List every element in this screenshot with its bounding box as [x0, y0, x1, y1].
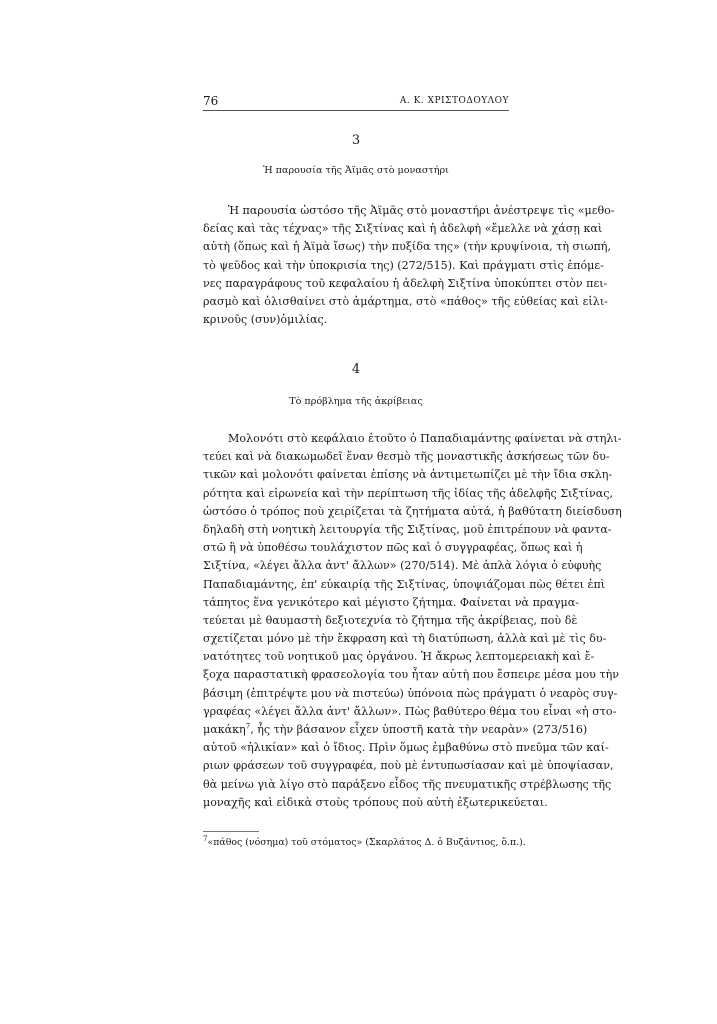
text-line: Μολονότι στὸ κεφάλαιο ἐτοῦτο ὁ Παπαδιαμάντης φαίνεται νὰ στηλι-: [228, 432, 622, 445]
text-line: ριων φράσεων τοῦ συγγραφέα, ποὺ μὲ ἐντυπωσίασαν καὶ μὲ ὑποψίασαν,: [203, 759, 614, 773]
text-line: τεύει καὶ νὰ διακωμωδεῖ ἕναν θεσμὸ τῆς μοναστικῆς ἀσκήσεως τῶν δυ-: [203, 450, 610, 464]
text-line: Σιξτίνα, «λέγει ἄλλα ἀντ' ἄλλων» (270/514). Μὲ ἁπλὰ λόγια ὁ εὐφυὴς: [203, 559, 602, 573]
text-fragment: μακάκη: [203, 723, 246, 736]
text-line: σχετίζεται μόνο μὲ τὴν ἔκφραση καὶ τὴ διατύπωση, ἀλλὰ καὶ μὲ τὶς δυ-: [203, 632, 607, 646]
text-line: Ἡ παρουσία ὡστόσο τῆς Ἀϊμᾶς στὸ μοναστήρι ἀνέστρεψε τὶς «μεθο-: [228, 204, 615, 217]
page-header: [203, 94, 509, 108]
section-4-number: 4: [351, 362, 361, 377]
text-line: αὐτὴ (ὅπως καὶ ἡ Ἀϊμὰ ἴσως) τὴν πυξίδα της» (τὴν κρυψίνοια, τὴ σιωπή,: [203, 240, 611, 254]
text-line: τάπητος ἕνα γενικότερο καὶ μέγιστο ζήτημα. Φαίνεται νὰ πραγμα-: [203, 595, 579, 609]
text-line: ξοχα παραστατικὴ φρασεολογία του ἦταν αὐτὴ που ἔσπειρε μέσα μου τὴν: [203, 668, 619, 682]
text-line: κρινοῦς (συν)ὁμιλίας.: [203, 313, 328, 327]
footnote-text: «πάθος (νόσημα) τοῦ στόματος» (Σκαρλάτος Δ. ὁ Βυζάντιος, ὅ.π.).: [207, 837, 526, 848]
section-3-paragraph: [203, 202, 615, 329]
section-3-number: 3: [351, 133, 361, 148]
text-line: δείας καὶ τὰς τέχνας» τῆς Σιξτίνας καὶ ἡ ἀδελφὴ «ἔμελλε νὰ χάσῃ καὶ: [203, 222, 603, 236]
text-line: βάσιμη (ἐπιτρέψτε μου νὰ πιστεύω) ὑπόνοια πὼς πράγματι ὁ νεαρὸς συγ-: [203, 686, 618, 700]
section-4-paragraph: [203, 430, 622, 812]
text-line: στῶ ἢ νὰ ὑποθέσω τουλάχιστον πῶς καὶ ὁ συγγραφέας, ὅπως καὶ ἡ: [203, 541, 583, 555]
text-fragment: , ἧς τὴν βάσανον εἶχεν ὑποστῆ κατὰ τὴν νεαρὰν» (273/516): [250, 723, 588, 736]
text-line: θὰ μείνω γιὰ λίγο στὸ παράξενο εἶδος τῆς πνευματικῆς στρέβλωσης τῆς: [203, 777, 612, 791]
running-head: Α. Κ. ΧΡΙΣΤΟΔΟΥΛΟΥ: [399, 96, 509, 106]
footnote-marker: 7: [203, 834, 208, 843]
footnote-rule: [203, 831, 259, 832]
page-number: 76: [203, 94, 219, 108]
section-4-title: Τὸ πρόβλημα τῆς ἀκρίβειας: [289, 396, 423, 407]
footnote: [203, 834, 526, 849]
text-line: αὐτοῦ «ἡλικίαν» καὶ ὁ ἴδιος. Πρὶν ὅμως ἐμβαθύνω στὸ πνεῦμα τῶν καί-: [203, 741, 609, 755]
section-3-title: Ἡ παρουσία τῆς Ἀϊμᾶς στὸ μοναστήρι: [263, 165, 449, 176]
text-line: ὡστόσο ὁ τρόπος ποὺ χειρίζεται τὰ ζητήματα αὐτά, ἡ βαθύτατη διείσδυση: [203, 504, 622, 518]
text-line: δηλαδὴ στὴ νοητικὴ λειτουργία τῆς Σιξτίνας, μοῦ ἐπιτρέπουν νὰ φαντα-: [203, 522, 612, 536]
text-line: τεύεται μὲ θαυμαστὴ δεξιοτεχνία τὸ ζήτημα τῆς ἀκρίβειας, ποὺ δὲ: [203, 613, 578, 627]
text-line-with-footnote: [203, 721, 588, 739]
text-line: τὸ ψεῦδος καὶ τὴν ὑποκρισία της) (272/515). Καὶ πράγματι στὶς ἑπόμε-: [203, 258, 604, 272]
text-line: Παπαδιαμάντης, ἐπ' εὐκαιρίᾳ τῆς Σιξτίνας, ὑποψιάζομαι πὼς θέτει ἐπὶ: [203, 577, 606, 591]
text-line: ρότητα καὶ εἰρωνεία καὶ τὴν περίπτωση τῆς ἰδίας τῆς ἀδελφῆς Σιξτίνας,: [203, 486, 613, 500]
text-line: νες παραγράφους τοῦ κεφαλαίου ἡ ἀδελφὴ Σιξτίνα ὑποκύπτει στὸν πει-: [203, 276, 608, 290]
text-line: ρασμὸ καὶ ὀλισθαίνει στὸ ἁμάρτημα, στὸ «πάθος» τῆς εὐθείας καὶ εἰλι-: [203, 294, 608, 308]
footnote-reference[interactable]: 7: [245, 722, 251, 731]
header-rule: [203, 110, 509, 111]
text-line: μοναχῆς καὶ εἰδικὰ στοὺς τρόπους ποὺ αὐτὴ ἐξωτερικεύεται.: [203, 795, 548, 809]
text-line: τικῶν καὶ μολονότι φαίνεται ἐπίσης νὰ ἀντιμετωπίζει μὲ τὴν ἴδια σκλη-: [203, 468, 613, 482]
text-line: γραφέας «λέγει ἄλλα ἀντ' ἄλλων». Πὼς βαθύτερο θέμα του εἶναι «ἡ στο-: [203, 704, 617, 718]
text-line: νατότητες τοῦ νοητικοῦ μας ὀργάνου. Ἡ ἄκρως λεπτομερειακὴ καὶ ἔ-: [203, 650, 595, 664]
